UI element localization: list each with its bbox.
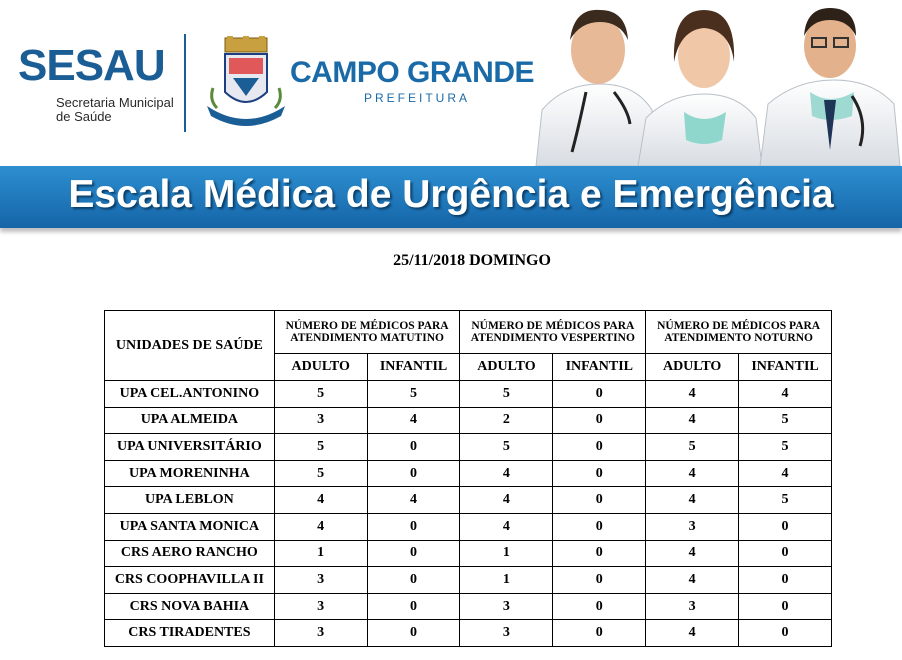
count-cell: 4: [646, 460, 739, 487]
unit-column-header: UNIDADES DE SAÚDE: [105, 311, 275, 381]
count-cell: 4: [646, 487, 739, 514]
count-cell: 5: [739, 434, 832, 461]
group-header-afternoon: NÚMERO DE MÉDICOS PARA ATENDIMENTO VESPERTINO: [460, 311, 646, 354]
count-cell: 0: [739, 567, 832, 594]
schedule-table: [104, 310, 832, 647]
count-cell: 4: [646, 381, 739, 408]
count-cell: 4: [739, 460, 832, 487]
count-cell: 0: [367, 513, 460, 540]
table-row: [105, 540, 832, 567]
count-cell: 4: [739, 381, 832, 408]
table-row: [105, 434, 832, 461]
unit-name: UPA UNIVERSITÁRIO: [105, 434, 275, 461]
sesau-subtitle-line2: de Saúde: [56, 109, 112, 124]
unit-name: CRS NOVA BAHIA: [105, 593, 275, 620]
group-header-morning: NÚMERO DE MÉDICOS PARA ATENDIMENTO MATUTINO: [274, 311, 460, 354]
count-cell: 0: [553, 620, 646, 647]
table-row: [105, 513, 832, 540]
subheader-child: INFANTIL: [553, 354, 646, 381]
schedule-date: 25/11/2018 DOMINGO: [393, 252, 551, 269]
count-cell: 5: [646, 434, 739, 461]
count-cell: 5: [274, 381, 367, 408]
count-cell: 3: [460, 593, 553, 620]
subheader-adult: ADULTO: [646, 354, 739, 381]
count-cell: 3: [646, 513, 739, 540]
table-row: [105, 567, 832, 594]
count-cell: 4: [646, 540, 739, 567]
count-cell: 4: [646, 407, 739, 434]
count-cell: 3: [274, 407, 367, 434]
count-cell: 0: [739, 513, 832, 540]
count-cell: 5: [739, 487, 832, 514]
table-row: [105, 620, 832, 647]
count-cell: 5: [460, 381, 553, 408]
sesau-subtitle: [56, 96, 196, 124]
count-cell: 1: [460, 567, 553, 594]
count-cell: 0: [553, 513, 646, 540]
count-cell: 0: [739, 593, 832, 620]
count-cell: 3: [460, 620, 553, 647]
count-cell: 4: [274, 513, 367, 540]
count-cell: 0: [367, 540, 460, 567]
banner-title: Escala Médica de Urgência e Emergência: [68, 173, 834, 216]
logo-divider: [184, 34, 186, 132]
count-cell: 4: [367, 487, 460, 514]
table-row: [105, 593, 832, 620]
count-cell: 5: [739, 407, 832, 434]
unit-name: UPA LEBLON: [105, 487, 275, 514]
city-crest-icon: [203, 36, 289, 128]
table-row: [105, 487, 832, 514]
count-cell: 2: [460, 407, 553, 434]
group-header-night: NÚMERO DE MÉDICOS PARA ATENDIMENTO NOTURNO: [646, 311, 832, 354]
count-cell: 4: [460, 513, 553, 540]
count-cell: 0: [553, 567, 646, 594]
unit-name: CRS AERO RANCHO: [105, 540, 275, 567]
count-cell: 5: [460, 434, 553, 461]
subheader-adult: ADULTO: [460, 354, 553, 381]
city-subtitle: PREFEITURA: [364, 91, 471, 105]
count-cell: 4: [274, 487, 367, 514]
unit-name: UPA SANTA MONICA: [105, 513, 275, 540]
count-cell: 5: [274, 434, 367, 461]
count-cell: 3: [274, 593, 367, 620]
city-title: CAMPO GRANDE: [290, 56, 535, 89]
unit-name: UPA ALMEIDA: [105, 407, 275, 434]
count-cell: 0: [367, 434, 460, 461]
sesau-logo: SESAU: [18, 41, 165, 90]
count-cell: 0: [553, 540, 646, 567]
count-cell: 3: [274, 620, 367, 647]
unit-name: CRS COOPHAVILLA II: [105, 567, 275, 594]
count-cell: 1: [460, 540, 553, 567]
subheader-child: INFANTIL: [367, 354, 460, 381]
count-cell: 0: [553, 407, 646, 434]
count-cell: 0: [553, 460, 646, 487]
table-row: [105, 381, 832, 408]
count-cell: 1: [274, 540, 367, 567]
count-cell: 0: [739, 620, 832, 647]
count-cell: 4: [646, 567, 739, 594]
count-cell: 3: [274, 567, 367, 594]
count-cell: 0: [367, 593, 460, 620]
count-cell: 5: [274, 460, 367, 487]
count-cell: 0: [739, 540, 832, 567]
subheader-child: INFANTIL: [739, 354, 832, 381]
count-cell: 4: [367, 407, 460, 434]
table-row: [105, 407, 832, 434]
title-banner: [0, 166, 902, 228]
doctors-photo: [534, 0, 902, 166]
count-cell: 0: [553, 593, 646, 620]
unit-name: CRS TIRADENTES: [105, 620, 275, 647]
count-cell: 0: [553, 434, 646, 461]
header: [0, 0, 902, 240]
count-cell: 0: [367, 567, 460, 594]
table-row: [105, 460, 832, 487]
count-cell: 0: [367, 620, 460, 647]
unit-name: UPA MORENINHA: [105, 460, 275, 487]
count-cell: 0: [553, 487, 646, 514]
count-cell: 4: [460, 460, 553, 487]
unit-name: UPA CEL.ANTONINO: [105, 381, 275, 408]
sesau-subtitle-line1: Secretaria Municipal: [56, 95, 174, 110]
count-cell: 4: [646, 620, 739, 647]
subheader-adult: ADULTO: [274, 354, 367, 381]
count-cell: 0: [367, 460, 460, 487]
count-cell: 4: [460, 487, 553, 514]
count-cell: 5: [367, 381, 460, 408]
count-cell: 3: [646, 593, 739, 620]
count-cell: 0: [553, 381, 646, 408]
